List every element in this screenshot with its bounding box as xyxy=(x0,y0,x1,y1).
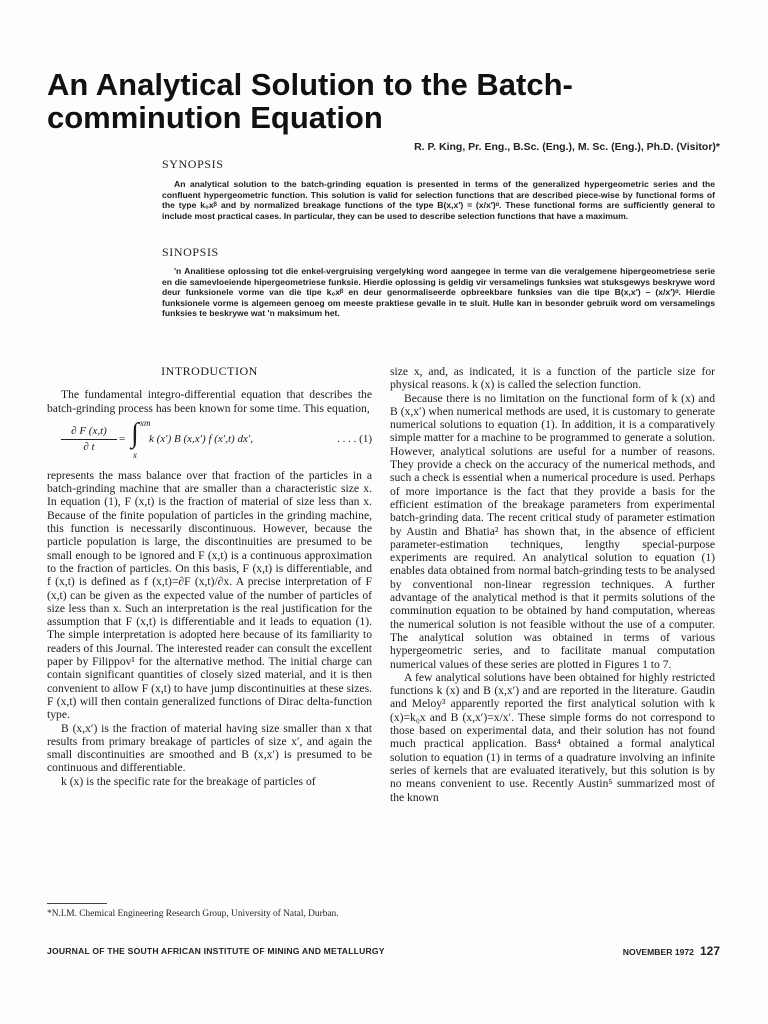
integral-lower-limit: x xyxy=(133,449,137,460)
journal-footer: JOURNAL OF THE SOUTH AFRICAN INSTITUTE OF MINING AND METALLURGY xyxy=(47,946,385,956)
equation-fraction xyxy=(61,425,117,455)
left-column xyxy=(47,365,372,788)
intro-paragraph-5: size x, and, as indicated, it is a function of the particle size for physical reasons. k (x) is called the selection function. xyxy=(390,365,715,392)
intro-paragraph-4: k (x) is the specific rate for the breakage of particles of xyxy=(61,774,316,788)
intro-paragraph-7: A few analytical solutions have been obtained for highly restricted functions k (x) and B (x,x′) and are reported in the literature. Gaudin and Meloy³ apparently reported the first analytical solution with k (x)=k₀x and B (x,x′)=x/x′. These simple forms do not correspond to those based on experimental data, and their solution has not found much practical application. Bass⁴ obtained a formal analytical solution to equation (1) in terms of a quadrature involving an infinite series of kernels that are evaluated iteratively, but this solution is by no means convenient to use. Recently Austin⁵ summarized most of the known xyxy=(390,670,715,804)
integral-upper-limit: xm xyxy=(140,417,151,428)
intro-paragraph-6: Because there is no limitation on the functional form of k (x) and B (x,x′) when numerical methods are used, it is customary to generate numerical solutions to equation (1). In addition, it is a comparatively simple matter for a machine to be programmed to generate a solution. However, analytical solutions are useful for a number of reasons. They provide a check on the accuracy of the numerical methods, and such a check is essential when a numerical procedure is used. Perhaps of more importance is the fact that they provide a basis for the efficient estimation of the breakage parameters from experimental batch-grinding data. The recent critical study of parameter estimation by Austin and Bhatia² has shown that, in the absence of efficient parameter-estimation techniques, lengthy special-purpose experiments are required. An analytical solution to equation (1) enables data obtained from normal batch-grinding tests to be analysed by conventional non-linear regression techniques. A further advantage of the analytical method is that it permits solutions of the comminution equation to be obtained by hand computation, whereas the numerical solution is not feasible without the use of a computer. The analytical solution was obtained in terms of various hypergeometric series, and to facilitate manual computation numerical values of these series are plotted in Figures 1 to 7. xyxy=(390,391,715,671)
paper-title: An Analytical Solution to the Batch-comminution Equation xyxy=(47,67,573,135)
issue-date: NOVEMBER 1972 xyxy=(622,947,694,957)
intro-paragraph-2: represents the mass balance over that fraction of the particles in a batch-grinding machine that are smaller than a characteristic size x. In equation (1), F (x,t) is the fraction of material of size less than x. Because of the finite population of particles in the grinding machine, this function is necessarily discontinuous. However, because the particle population is large, the discontinuities are presumed to be small enough to be ignored and F (x,t) is a continuous approximation to the fraction of particles. On this basis, F (x,t) is differentiable, and f (x,t) is defined as f (x,t)=∂F (x,t)/∂x. A precise interpretation of F (x,t) can be given as the expected value of the number of particles of size less than x. Such an interpretation is the real justification for the assumption that F (x,t) is differentiable and it leads to equation (1). The simple interpretation is adopted here because of its familiarity to readers of this Journal. The interested reader can consult the excellent paper by Filippov¹ for the alternative method. The initial charge can contain significant quantities of closely sized material, and it is then convenient to allow F (x,t) to have jump discontinuities at these sizes. F (x,t) will then contain generalized functions of Dirac delta-function type. xyxy=(47,468,372,722)
intro-paragraph-1: The fundamental integro-differential equation that describes the batch-grinding process has been known for some time. This equation, xyxy=(47,388,372,415)
synopsis-heading: SYNOPSIS xyxy=(162,157,224,171)
equation-number: . . . . (1) xyxy=(337,432,372,445)
equation-equals: = xyxy=(119,432,126,445)
introduction-heading: INTRODUCTION xyxy=(161,364,258,378)
footnote: *N.I.M. Chemical Engineering Research Group, University of Natal, Durban. xyxy=(47,909,339,919)
footer-date-page xyxy=(623,944,720,958)
integral-sign: ∫ xyxy=(131,417,139,449)
synopsis-text: An analytical solution to the batch-grinding equation is presented in terms of the generalized hypergeometric series and the confluent hypergeometric function. This solution is valid for selection functions that are described piece-wise by functional forms of the type k₀xᵝ and by normalized breakage functions of the type B(x,x′) = (x/x′)ᵅ. These functional forms are sufficiently general to include most practical cases. In particular, they can be used to describe selection functions that have a maximum. xyxy=(162,179,715,221)
page-number: 127 xyxy=(699,944,720,958)
footnote-divider xyxy=(47,903,107,904)
sinopsis-heading: SINOPSIS xyxy=(162,245,219,259)
right-column xyxy=(390,365,715,804)
sinopsis-text: 'n Analitiese oplossing tot die enkel-vergruising vergelyking word aangegee in terme van die veralgemene hipergeometriese serie en die samevloeiende hipergeometriese funksie. Hierdie oplossing is geldig vir versamelings funksies wat stuksgewys beskrywe word deur funksionele vorme van die tipe k₀xᵝ en deur genormaliseerde opbreekbare funksies van die tipe B(x,x′) – (x/x′)ᵅ. Hierdie funksionele vorme is algemeen genoeg om meeste praktiese gevalle in te sluit. Hulle kan in besonder gebruik word om versamelings funksies te beskrywe wat 'n maksimum het. xyxy=(162,266,715,319)
equation-integrand: k (x′) B (x,x′) f (x′,t) dx′, xyxy=(149,432,253,445)
intro-paragraph-3: B (x,x′) is the fraction of material having size smaller than x that results from primary breakage of particles of size x′, and again the small discontinuities are smoothed and B (x,x′) is presumed to be continuous and differentiable. xyxy=(47,721,372,775)
equation-numerator: ∂ F (x,t) xyxy=(61,425,117,440)
author-line: R. P. King, Pr. Eng., B.Sc. (Eng.), M. Sc. (Eng.), Ph.D. (Visitor)* xyxy=(414,141,720,153)
equation-1 xyxy=(47,417,372,465)
equation-denominator: ∂ t xyxy=(83,441,95,454)
